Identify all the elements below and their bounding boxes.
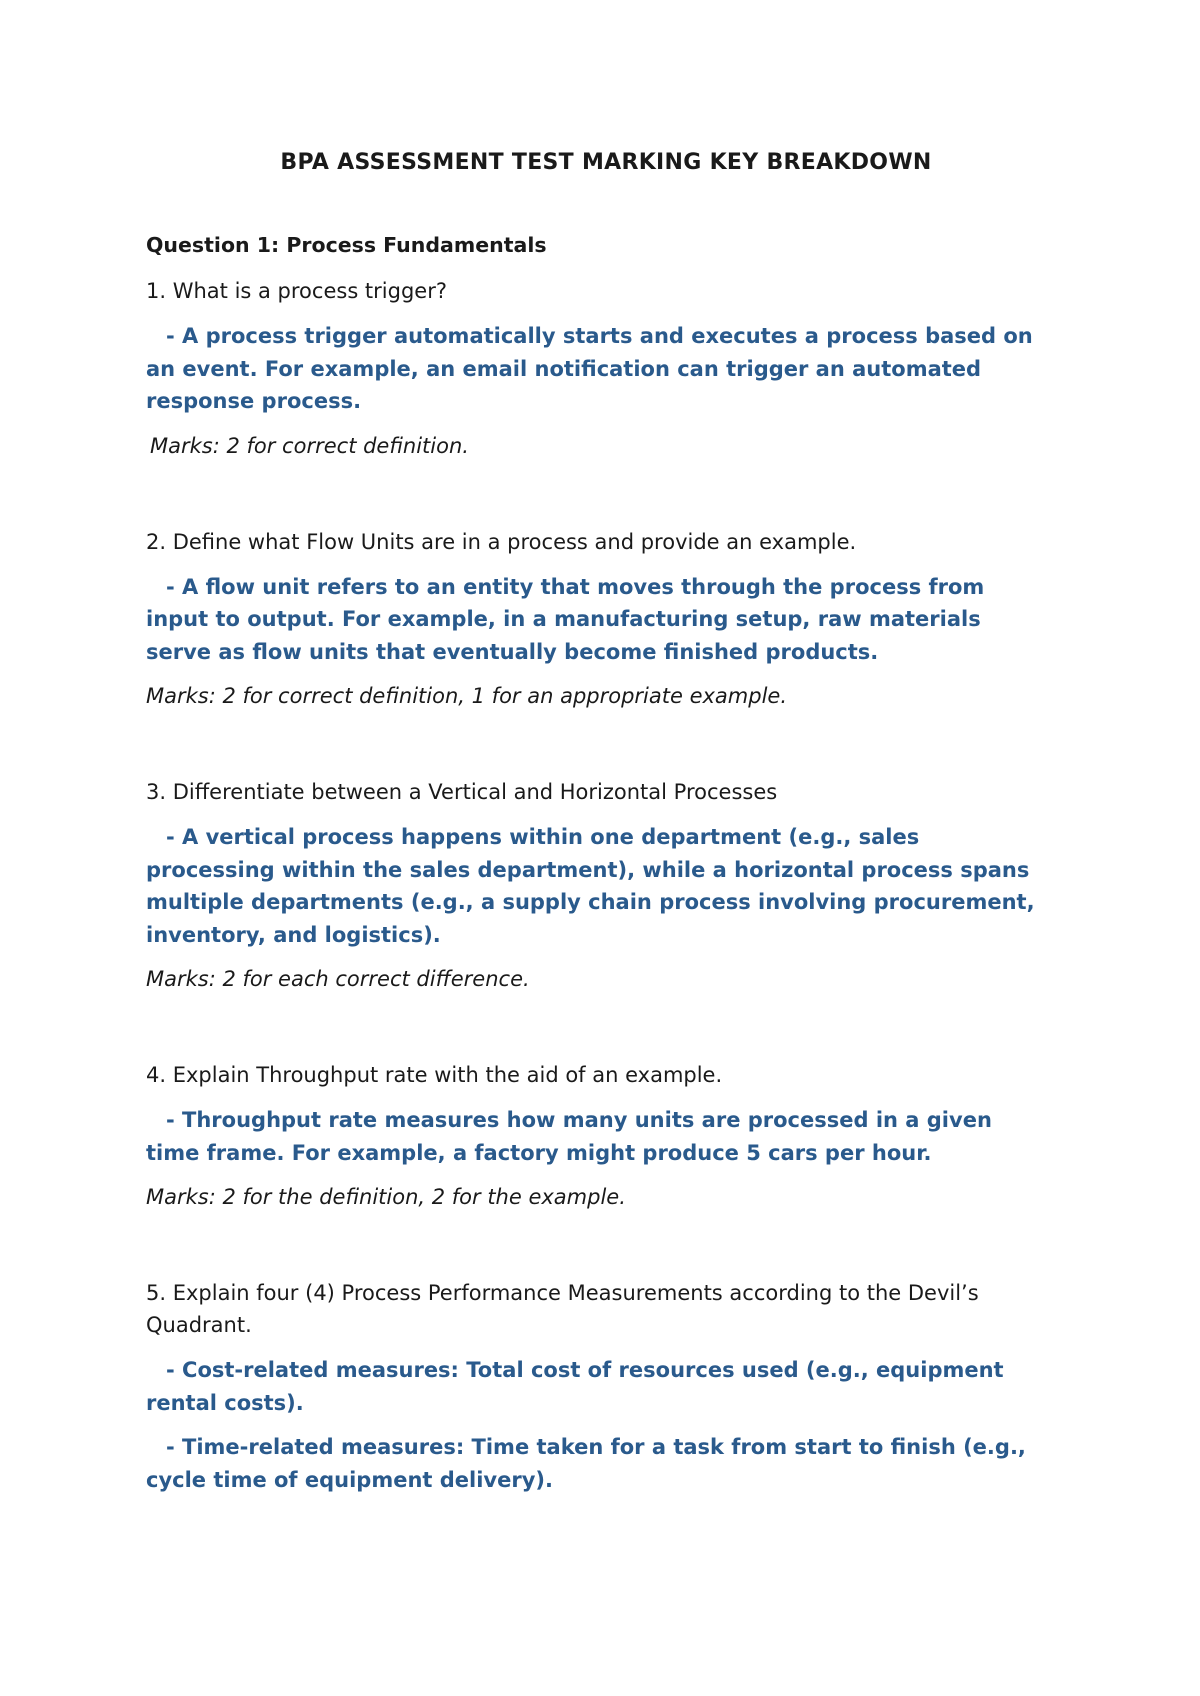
spacer bbox=[146, 712, 1046, 776]
question-text: 1. What is a process trigger? bbox=[146, 279, 447, 303]
answer-text-content: - A flow unit refers to an entity that moves through the process from input to output. For example, in a manufacturing setup, raw materials serve as flow units that eventually become finished products. bbox=[146, 574, 985, 664]
question-text: 4. Explain Throughput rate with the aid of an example. bbox=[146, 1063, 723, 1087]
document-page bbox=[146, 150, 1046, 1508]
answer-text bbox=[146, 821, 1046, 951]
question-text: 3. Differentiate between a Vertical and Horizontal Processes bbox=[146, 780, 778, 804]
question-block-2 bbox=[146, 526, 1046, 713]
answer-text bbox=[146, 1354, 1046, 1419]
question-block-4 bbox=[146, 1059, 1046, 1213]
spacer bbox=[146, 1213, 1046, 1277]
answer-text bbox=[146, 1431, 1046, 1496]
marks-text: Marks: 2 for each correct difference. bbox=[146, 967, 530, 991]
question-block-1 bbox=[146, 275, 1046, 462]
spacer bbox=[146, 995, 1046, 1059]
answer-text-content: - Time-related measures: Time taken for a task from start to finish (e.g., cycle time of equipment delivery). bbox=[146, 1435, 1026, 1492]
answer-text bbox=[146, 571, 1046, 669]
marks-text: Marks: 2 for the definition, 2 for the example. bbox=[146, 1185, 626, 1209]
marks-text: Marks: 2 for correct definition. bbox=[150, 433, 469, 458]
question-text: 5. Explain four (4) Process Performance Measurements according to the Devil’s Quadrant. bbox=[146, 1281, 979, 1337]
answer-text-content: - Cost-related measures: Total cost of resources used (e.g., equipment rental costs). bbox=[146, 1358, 1004, 1415]
spacer bbox=[146, 462, 1046, 526]
marks-text: Marks: 2 for correct definition, 1 for an appropriate example. bbox=[146, 684, 788, 708]
answer-text-content: - Throughput rate measures how many units are processed in a given time frame. For example, a factory might produce 5 cars per hour. bbox=[146, 1108, 992, 1165]
answer-text-content: - A vertical process happens within one department (e.g., sales processing within the sales department), while a horizontal process spans multiple departments (e.g., a supply chain process involving procurement, inventory, and logistics). bbox=[146, 825, 1035, 947]
section-heading: Question 1: Process Fundamentals bbox=[146, 233, 547, 257]
answer-text bbox=[146, 1104, 1046, 1169]
answer-text bbox=[146, 320, 1046, 418]
question-block-3 bbox=[146, 776, 1046, 995]
answer-text-content: - A process trigger automatically starts and executes a process based on an event. For example, an email notification can trigger an automated response process. bbox=[146, 324, 1033, 413]
question-block-5 bbox=[146, 1277, 1046, 1496]
question-text: 2. Define what Flow Units are in a process and provide an example. bbox=[146, 529, 857, 554]
document-title: BPA ASSESSMENT TEST MARKING KEY BREAKDOWN bbox=[280, 150, 932, 175]
